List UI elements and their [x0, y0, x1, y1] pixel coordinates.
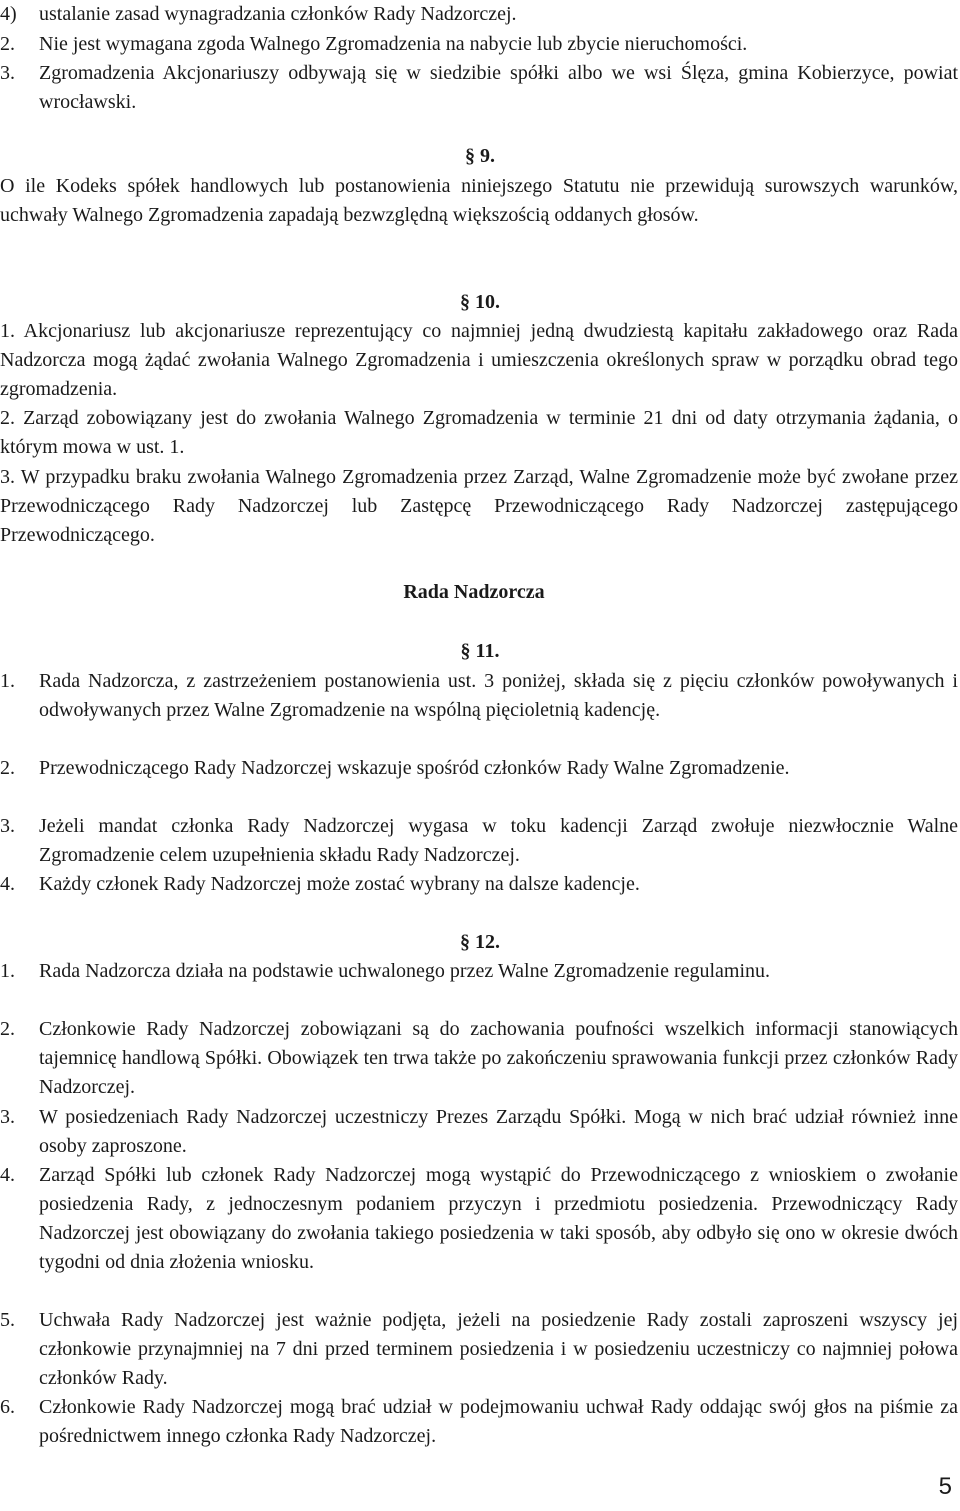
- list-item: [0, 30, 958, 59]
- item-number: 1.: [0, 960, 15, 982]
- item-number: 3.: [0, 1106, 15, 1128]
- paragraph-number: 3.: [0, 466, 15, 488]
- paragraph-text: W przypadku braku zwołania Walnego Zgromadzenia przez Zarząd, Walne Zgromadzenie może być zwołane przez Przewodniczącego Rady Nadzorczej lub Zastępcę Przewodniczącego Rady Nadzorczej zastępującego Przewodniczącego.: [0, 466, 959, 546]
- item-number: 4.: [0, 1164, 15, 1186]
- item-text: Rada Nadzorcza, z zastrzeżeniem postanowienia ust. 3 poniżej, składa się z pięciu członków powoływanych i odwoływanych przez Walne Zgromadzenie na wspólną pięcioletnią kadencję.: [39, 670, 958, 721]
- section-paragraph: [0, 317, 958, 404]
- section-paragraph: O ile Kodeks spółek handlowych lub postanowienia niniejszego Statutu nie przewidują surowszych warunków, uchwały Walnego Zgromadzenia zapadają bezwzględną większością oddanych głosów.: [0, 175, 958, 226]
- item-number: 3.: [0, 815, 15, 837]
- section-number: 11.: [475, 640, 500, 662]
- list-item: [0, 1103, 958, 1161]
- list-item: [0, 754, 958, 783]
- item-text: Zarząd Spółki lub członek Rady Nadzorczej mogą wystąpić do Przewodniczącego z wnioskiem o zwołanie posiedzenia Rady, z jednoczesnym podaniem przyczyn i przedmiotu posiedzenia. Przewodniczący Rady Nadzorczej jest obowiązany do zwołania takiego posiedzenia w taki sposób, aby odbyło się ono w okresie dwóch tygodni od dnia złożenia wniosku.: [39, 1164, 958, 1273]
- item-text: Nie jest wymagana zgoda Walnego Zgromadzenia na nabycie lub zbycie nieruchomości.: [39, 33, 748, 55]
- section-number: 9.: [480, 145, 495, 167]
- section-heading: § 9.: [465, 145, 495, 167]
- item-text: Członkowie Rady Nadzorczej mogą brać udział w podejmowaniu uchwał Rady oddając swój głos na piśmie za pośrednictwem innego członka Rady Nadzorczej.: [39, 1396, 958, 1447]
- item-number: 2.: [0, 33, 15, 55]
- item-text: Przewodniczącego Rady Nadzorczej wskazuje spośród członków Rady Walne Zgromadzenie.: [39, 757, 790, 779]
- item-number: 2.: [0, 1018, 15, 1040]
- chapter-title: Rada Nadzorcza: [403, 581, 545, 603]
- list-item: [0, 1393, 958, 1451]
- page-number: 5: [938, 1473, 952, 1500]
- paragraph-number: 2.: [0, 407, 15, 429]
- item-number: 6.: [0, 1396, 15, 1418]
- list-item: [0, 0, 958, 29]
- list-item: [0, 667, 958, 725]
- list-item: [0, 1015, 958, 1102]
- item-number: 2.: [0, 757, 15, 779]
- section-paragraph: [0, 463, 958, 550]
- item-text: Rada Nadzorcza działa na podstawie uchwalonego przez Walne Zgromadzenie regulaminu.: [39, 960, 771, 982]
- item-text: ustalanie zasad wynagradzania członków Rady Nadzorczej.: [39, 3, 517, 25]
- paragraph-number: 1.: [0, 320, 15, 342]
- section-heading: § 12.: [460, 931, 500, 953]
- section-heading: § 10.: [460, 291, 500, 313]
- item-number: 4.: [0, 873, 15, 895]
- item-number: 3.: [0, 62, 15, 84]
- item-text: Zgromadzenia Akcjonariuszy odbywają się w siedzibie spółki albo we wsi Ślęza, gmina Kobierzyce, powiat wrocławski.: [39, 62, 958, 113]
- item-number: 4): [0, 3, 17, 25]
- list-item: [0, 812, 958, 870]
- list-item: [0, 59, 958, 117]
- item-text: Jeżeli mandat członka Rady Nadzorczej wygasa w toku kadencji Zarząd zwołuje niezwłocznie Walne Zgromadzenie celem uzupełnienia składu Rady Nadzorczej.: [39, 815, 958, 866]
- item-text: Członkowie Rady Nadzorczej zobowiązani są do zachowania poufności wszelkich informacji stanowiących tajemnicę handlową Spółki. Obowiązek ten trwa także po zakończeniu sprawowania funkcji przez członków Rady Nadzorczej.: [39, 1018, 958, 1098]
- list-item: [0, 1306, 958, 1393]
- section-number: 12.: [475, 931, 500, 953]
- item-number: 5.: [0, 1309, 15, 1331]
- item-text: Uchwała Rady Nadzorczej jest ważnie podjęta, jeżeli na posiedzenie Rady zostali zaproszeni wszyscy jej członkowie przynajmniej na 7 dni przed terminem posiedzenia i w posiedzeniu uczestniczy co najmniej połowa członków Rady.: [39, 1309, 958, 1389]
- list-item: [0, 1161, 958, 1277]
- item-text: W posiedzeniach Rady Nadzorczej uczestniczy Prezes Zarządu Spółki. Mogą w nich brać udział również inne osoby zaproszone.: [39, 1106, 958, 1157]
- list-item: [0, 957, 958, 986]
- section-paragraph: [0, 404, 958, 462]
- list-item: [0, 870, 958, 899]
- item-text: Każdy członek Rady Nadzorczej może zostać wybrany na dalsze kadencje.: [39, 873, 640, 895]
- paragraph-text: Zarząd zobowiązany jest do zwołania Walnego Zgromadzenia w terminie 21 dni od daty otrzymania żądania, o którym mowa w ust. 1.: [0, 407, 958, 458]
- item-number: 1.: [0, 670, 15, 692]
- paragraph-text: Akcjonariusz lub akcjonariusze reprezentujący co najmniej jedną dwudziestą kapitału zakładowego oraz Rada Nadzorcza mogą żądać zwołania Walnego Zgromadzenia i umieszczenia określonych spraw w porządku obrad tego zgromadzenia.: [0, 320, 958, 400]
- section-heading: § 11.: [460, 640, 500, 662]
- section-number: 10.: [475, 291, 500, 313]
